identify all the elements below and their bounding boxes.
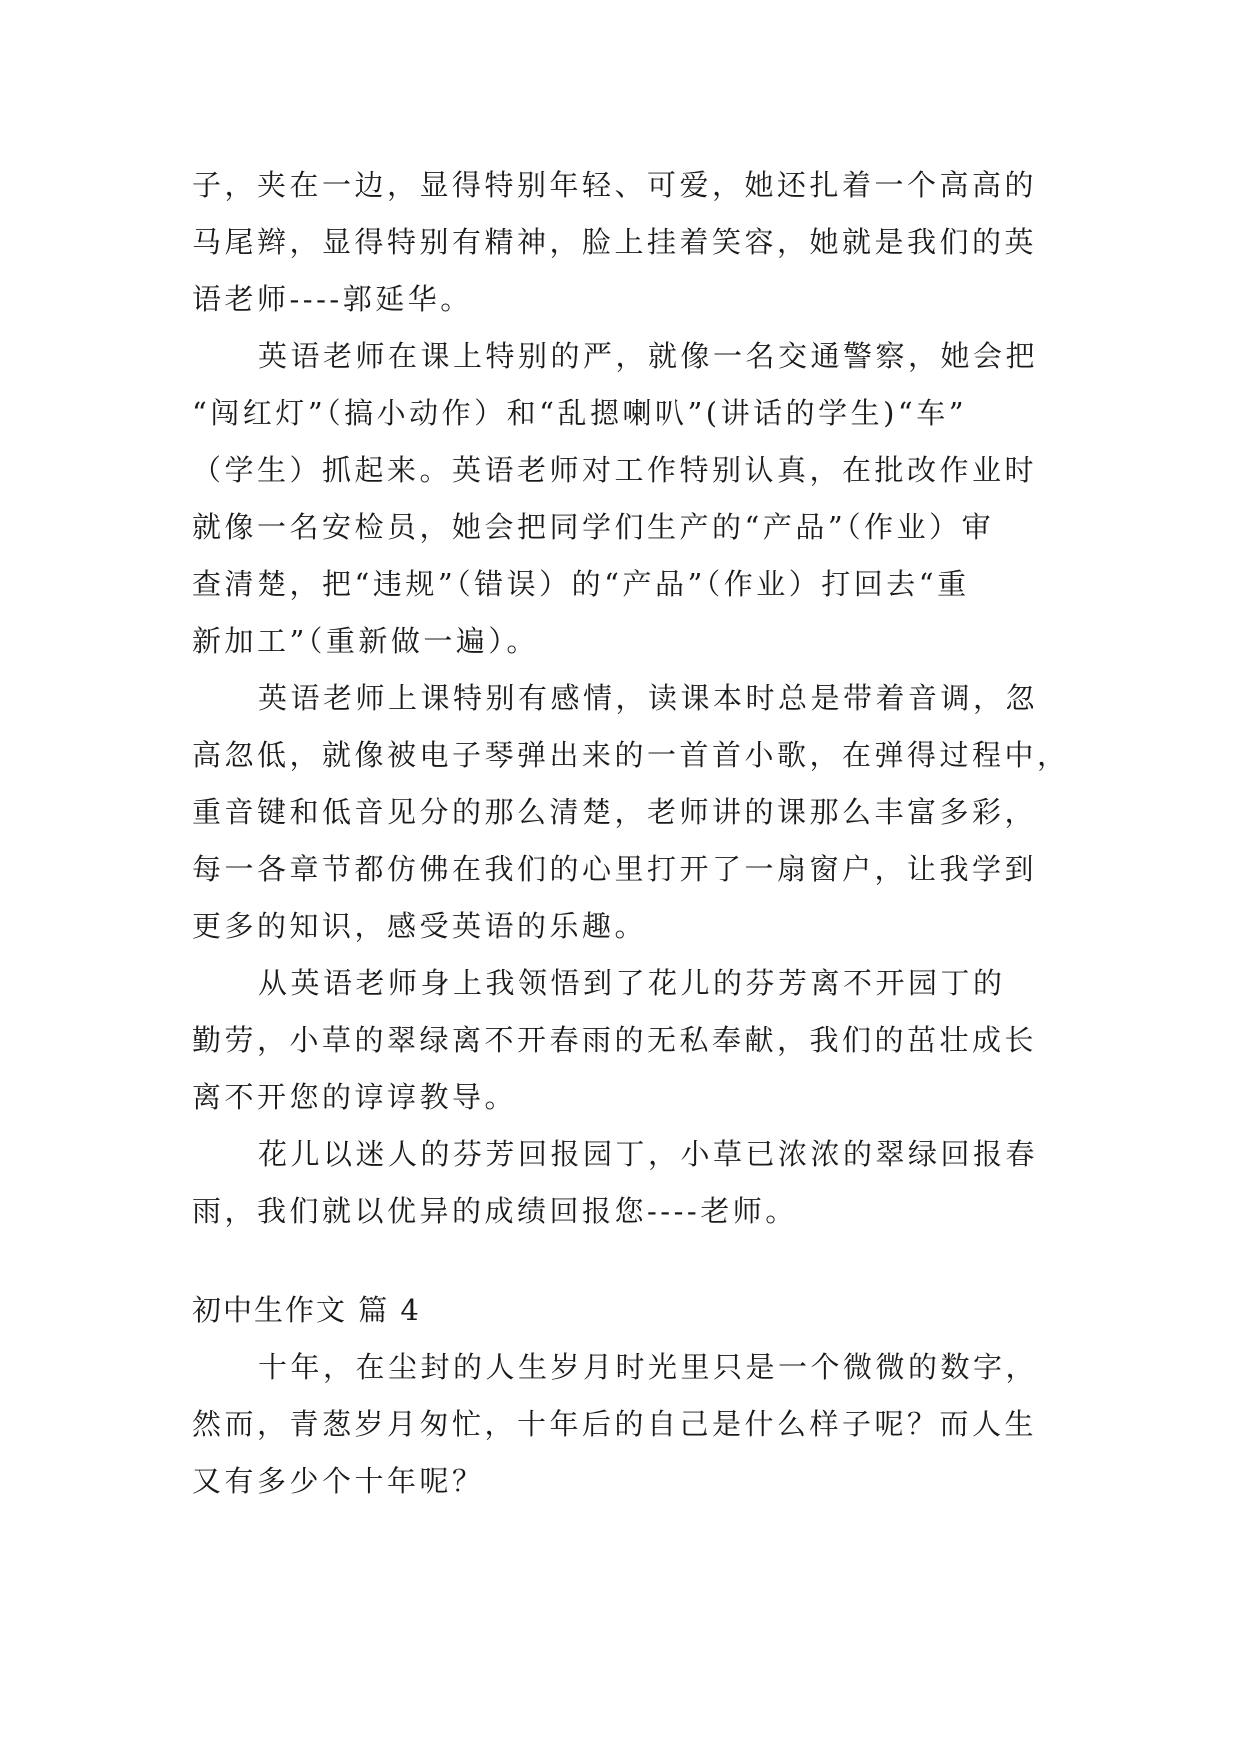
text-line: 马尾辫，显得特别有精神，脸上挂着笑容，她就是我们的英 <box>192 225 1038 259</box>
text-line: 又有多少个十年呢？ <box>192 1464 485 1498</box>
text-line: 就像一名安检员，她会把同学们生产的“产品”（作业）审 <box>192 510 995 544</box>
text-line: （学生）抓起来。英语老师对工作特别认真，在批改作业时 <box>192 453 1038 487</box>
text-line: 更多的知识，感受英语的乐趣。 <box>192 909 648 943</box>
text-line: 查清楚，把“违规”（错误）的“产品”（作业）打回去“重 <box>192 567 970 601</box>
text-line: “闯红灯”（搞小动作）和“乱摁喇叭”(讲话的学生)“车” <box>192 396 968 430</box>
text-line: 高忽低，就像被电子琴弹出来的一首首小歌，在弹得过程中， <box>192 738 1070 772</box>
paragraph-first-line: 英语老师上课特别有感情，读课本时总是带着音调，忽 <box>258 681 1039 715</box>
paragraph-first-line: 英语老师在课上特别的严，就像一名交通警察，她会把 <box>258 339 1039 373</box>
text-line: 子，夹在一边，显得特别年轻、可爱，她还扎着一个高高的 <box>192 168 1038 202</box>
text-line: 然而，青葱岁月匆忙，十年后的自己是什么样子呢？而人生 <box>192 1407 1038 1441</box>
text-line: 新加工”（重新做一遍）。 <box>192 624 539 658</box>
text-line: 勤劳，小草的翠绿离不开春雨的无私奉献，我们的茁壮成长 <box>192 1023 1038 1057</box>
paragraph-first-line: 十年，在尘封的人生岁月时光里只是一个微微的数字， <box>258 1350 1039 1384</box>
section-heading: 初中生作文 篇 4 <box>192 1293 421 1327</box>
text-line: 重音键和低音见分的那么清楚，老师讲的课那么丰富多彩， <box>192 795 1038 829</box>
text-line: 离不开您的谆谆教导。 <box>192 1080 518 1114</box>
paragraph-first-line: 花儿以迷人的芬芳回报园丁，小草已浓浓的翠绿回报春 <box>258 1137 1039 1171</box>
paragraph-first-line: 从英语老师身上我领悟到了花儿的芬芳离不开园丁的 <box>258 966 1006 1000</box>
text-line: 雨，我们就以优异的成绩回报您----老师。 <box>192 1194 798 1228</box>
text-line: 每一各章节都仿佛在我们的心里打开了一扇窗户，让我学到 <box>192 852 1038 886</box>
text-line: 语老师----郭延华。 <box>192 282 473 316</box>
